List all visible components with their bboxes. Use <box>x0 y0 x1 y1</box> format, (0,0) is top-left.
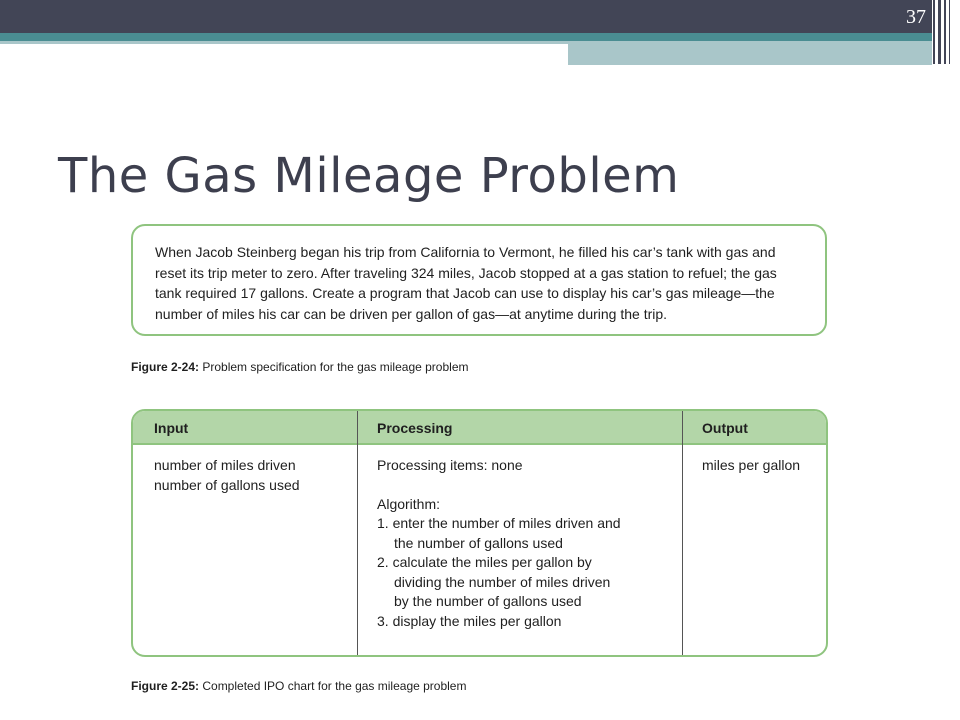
input-header: Input <box>154 420 189 436</box>
algorithm-step: the number of gallons used <box>394 534 563 551</box>
processing-cell <box>377 456 621 631</box>
column-divider <box>682 411 683 655</box>
algorithm-step: 2. calculate the miles per gallon by <box>377 554 592 570</box>
algorithm-step: by the number of gallons used <box>394 593 582 609</box>
problem-specification-text: When Jacob Steinberg began his trip from California to Vermont, he filled his car’s tank with gas and reset its trip meter to zero. After traveling 324 miles, Jacob stopped at a gas station to refuel; the gas tank required 17 gallons. Create a program that Jacob can use to display his car’s gas mileage—the number of miles his car can be driven per gallon of gas—at anytime during the trip. <box>155 244 777 322</box>
processing-header: Processing <box>377 420 453 436</box>
divider-line <box>938 0 941 64</box>
algorithm-step: dividing the number of miles driven <box>394 573 611 590</box>
slide-title: The Gas Mileage Problem <box>58 148 680 204</box>
divider-line <box>949 0 950 64</box>
figure-caption <box>131 360 468 374</box>
input-cell <box>154 456 300 495</box>
output-header: Output <box>702 420 748 436</box>
figure-label: Figure 2-25: <box>131 679 200 693</box>
header-light-band <box>0 41 568 44</box>
column-divider <box>357 411 358 655</box>
slide-number: 37 <box>906 6 926 28</box>
problem-specification-box <box>131 224 827 336</box>
figure-text: Problem specification for the gas mileage problem <box>199 360 469 374</box>
header-light-block <box>568 41 932 65</box>
algorithm-label: Algorithm: <box>377 495 441 512</box>
processing-items: Processing items: none <box>377 457 523 473</box>
figure-caption <box>131 679 466 693</box>
header-band <box>0 0 932 33</box>
output-item: miles per gallon <box>702 457 801 473</box>
input-item: number of gallons used <box>154 476 300 493</box>
figure-text: Completed IPO chart for the gas mileage problem <box>199 679 467 693</box>
algorithm-step: 1. enter the number of miles driven and <box>377 515 621 531</box>
figure-label: Figure 2-24: <box>131 360 200 374</box>
ipo-chart <box>131 409 828 657</box>
divider-line <box>944 0 946 64</box>
header-accent-band <box>0 33 932 41</box>
input-item: number of miles driven <box>154 457 296 473</box>
output-cell <box>702 456 800 476</box>
algorithm-step: 3. display the miles per gallon <box>377 612 562 629</box>
